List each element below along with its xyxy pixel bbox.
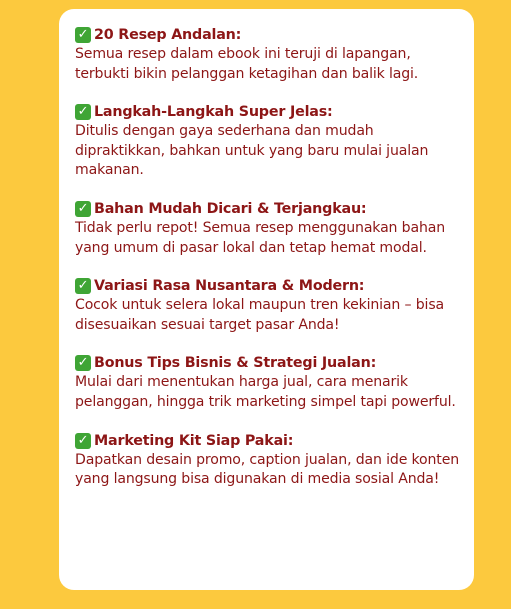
feature-title-row	[75, 353, 460, 373]
feature-description: Tidak perlu repot! Semua resep menggunakan bahan yang umum di pasar lokal dan tetap hemat modal.	[75, 219, 446, 256]
feature-item	[75, 102, 460, 181]
feature-item	[75, 276, 460, 335]
feature-description: Semua resep dalam ebook ini teruji di lapangan, terbukti bikin pelanggan ketagihan dan balik lagi.	[75, 46, 419, 82]
feature-title: Variasi Rasa Nusantara & Modern:	[94, 278, 365, 295]
feature-title: Langkah-Langkah Super Jelas:	[94, 104, 333, 121]
feature-item	[75, 353, 460, 412]
feature-item	[75, 199, 460, 258]
feature-title: Bonus Tips Bisnis & Strategi Jualan:	[94, 355, 377, 372]
feature-title: Bahan Mudah Dicari & Terjangkau:	[94, 200, 367, 217]
check-mark-button-icon: ✓	[75, 433, 91, 449]
check-mark-button-icon: ✓	[75, 201, 91, 217]
feature-item	[75, 431, 460, 490]
feature-title-row	[75, 199, 460, 219]
feature-title-row	[75, 25, 460, 45]
feature-title-row	[75, 102, 460, 122]
check-mark-button-icon: ✓	[75, 104, 91, 120]
check-mark-button-icon: ✓	[75, 355, 91, 371]
feature-card	[59, 9, 474, 590]
feature-title-row	[75, 431, 460, 451]
check-mark-button-icon: ✓	[75, 278, 91, 294]
feature-title: Marketing Kit Siap Pakai:	[94, 432, 294, 449]
check-mark-button-icon: ✓	[75, 27, 91, 43]
feature-description: Ditulis dengan gaya sederhana dan mudah dipraktikkan, bahkan untuk yang baru mulai jualan makanan.	[75, 123, 429, 179]
feature-item	[75, 25, 460, 84]
feature-description: Dapatkan desain promo, caption jualan, dan ide konten yang langsung bisa digunakan di media sosial Anda!	[75, 451, 459, 488]
feature-description: Cocok untuk selera lokal maupun tren kekinian – bisa disesuaikan sesuai target pasar Anda!	[75, 297, 444, 333]
feature-title-row	[75, 276, 460, 296]
feature-description: Mulai dari menentukan harga jual, cara menarik pelanggan, hingga trik marketing simpel tapi powerful.	[75, 374, 456, 410]
feature-title: 20 Resep Andalan:	[94, 27, 242, 43]
